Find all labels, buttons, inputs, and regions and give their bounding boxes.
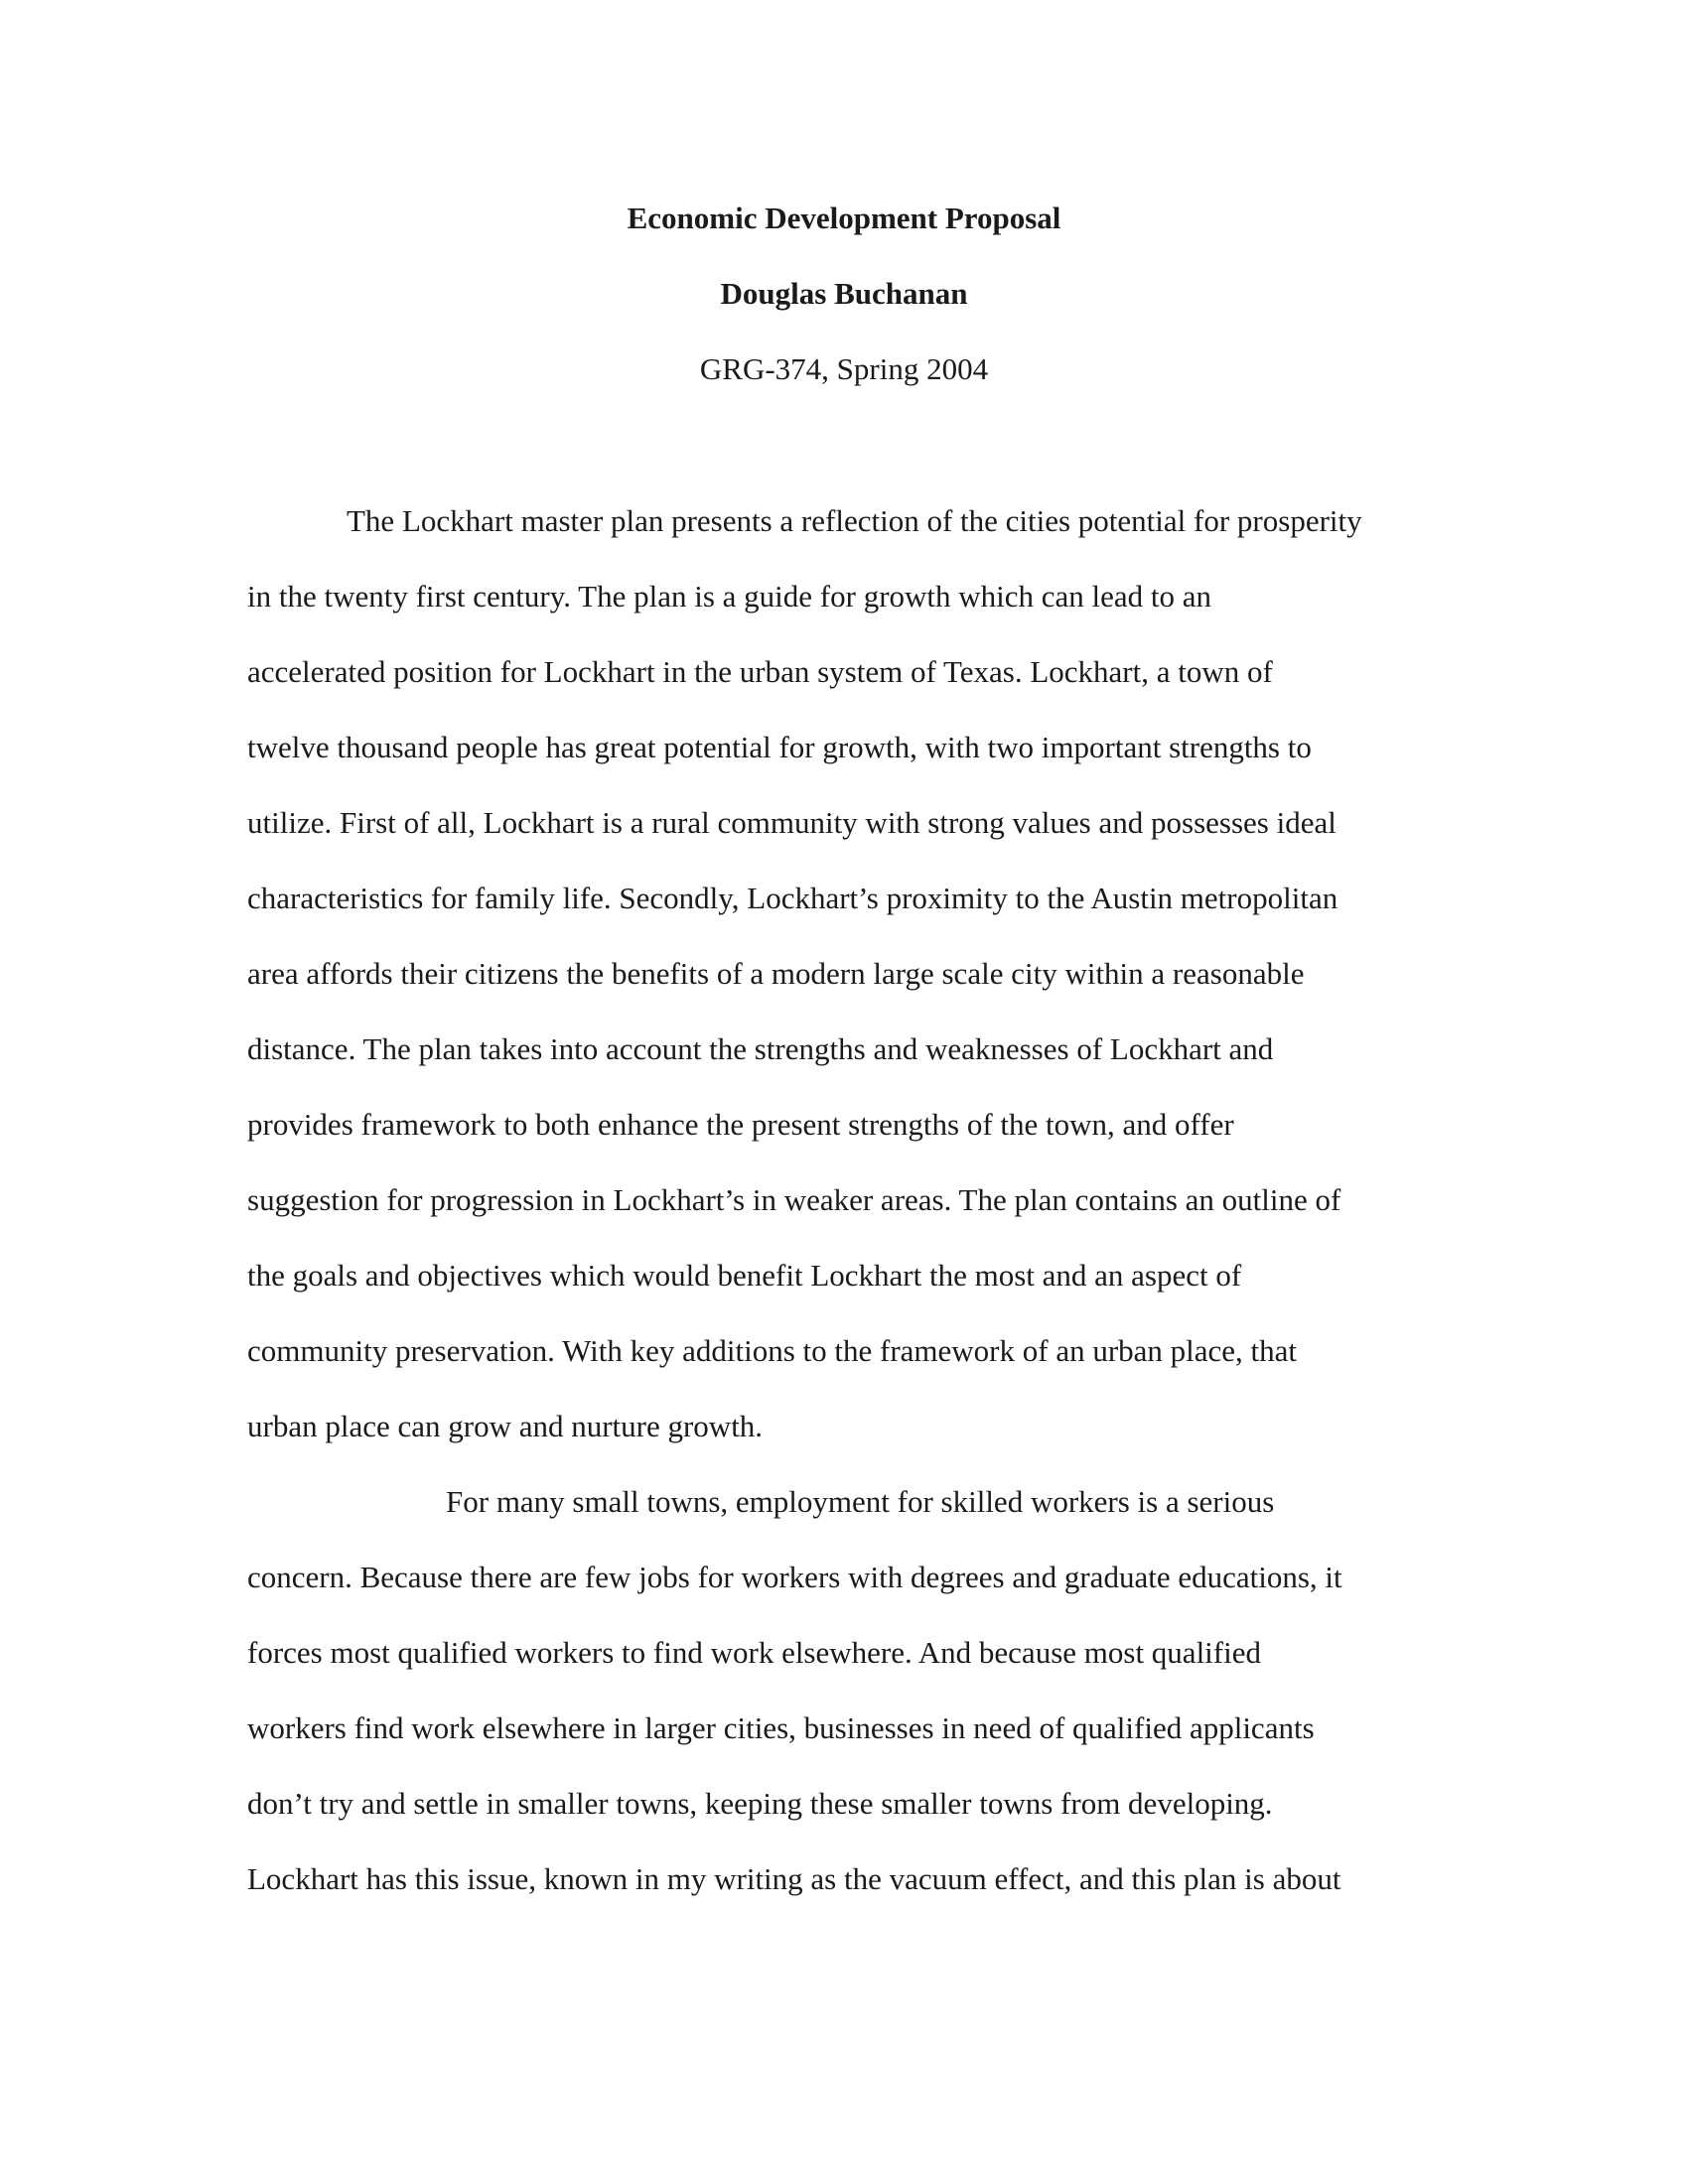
body-line: suggestion for progression in Lockhart’s in weaker areas. The plan contains an outline of	[247, 1182, 1341, 1217]
body-line: Lockhart has this issue, known in my writing as the vacuum effect, and this plan is about	[247, 1861, 1341, 1896]
body-line: forces most qualified workers to find work elsewhere. And because most qualified	[247, 1635, 1261, 1670]
body-line: area affords their citizens the benefits of a modern large scale city within a reasonable	[247, 956, 1305, 991]
body-line: community preservation. With key additions to the framework of an urban place, that	[247, 1333, 1298, 1368]
body-line: characteristics for family life. Secondly, Lockhart’s proximity to the Austin metropolitan	[247, 881, 1338, 915]
body-line: provides framework to both enhance the present strengths of the town, and offer	[247, 1107, 1234, 1142]
body-line: utilize. First of all, Lockhart is a rural community with strong values and possesses ideal	[247, 805, 1336, 840]
document-author: Douglas Buchanan	[720, 276, 968, 311]
body-line: twelve thousand people has great potential for growth, with two important strengths to	[247, 730, 1312, 764]
body-line: accelerated position for Lockhart in the urban system of Texas. Lockhart, a town of	[247, 654, 1273, 689]
document-title: Economic Development Proposal	[627, 201, 1061, 235]
body-line: urban place can grow and nurture growth.	[247, 1409, 764, 1443]
body-line: For many small towns, employment for skilled workers is a serious	[446, 1484, 1275, 1519]
body-line: concern. Because there are few jobs for workers with degrees and graduate educations, it	[247, 1560, 1342, 1594]
body-line: in the twenty first century. The plan is a guide for growth which can lead to an	[247, 579, 1212, 614]
body-line: don’t try and settle in smaller towns, keeping these smaller towns from developing.	[247, 1786, 1273, 1821]
body-line: distance. The plan takes into account the strengths and weaknesses of Lockhart and	[247, 1031, 1274, 1066]
body-line: The Lockhart master plan presents a reflection of the cities potential for prosperity	[347, 503, 1362, 538]
body-line: workers find work elsewhere in larger cities, businesses in need of qualified applicants	[247, 1710, 1315, 1745]
document-course: GRG-374, Spring 2004	[699, 351, 989, 386]
body-line: the goals and objectives which would benefit Lockhart the most and an aspect of	[247, 1258, 1242, 1293]
